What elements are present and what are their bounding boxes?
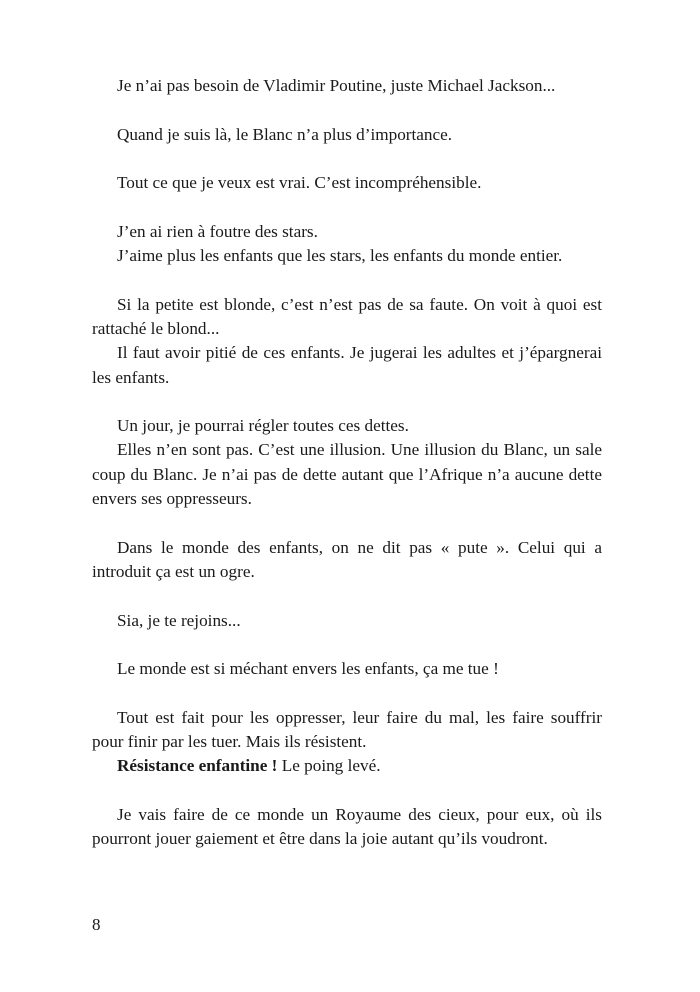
paragraph: Si la petite est blonde, c’est n’est pas de sa faute. On voit à quoi est rattaché le blond... xyxy=(92,294,602,338)
paragraph: Tout ce que je veux est vrai. C’est incompréhensible. xyxy=(117,173,482,193)
paragraph: J’en ai rien à foutre des stars. xyxy=(117,221,318,241)
resistance-rest-text: Le poing levé. xyxy=(277,756,381,776)
paragraph: Elles n’en sont pas. C’est une illusion. Une illusion du Blanc, un sale coup du Blanc. Je n’ai pas de dette autant que l’Afrique n’a aucune dette envers ses oppresseurs. xyxy=(92,440,602,509)
paragraph: Je n’ai pas besoin de Vladimir Poutine, juste Michael Jackson... xyxy=(117,76,556,95)
paragraph: Il faut avoir pitié de ces enfants. Je jugerai les adultes et j’épargnerai les enfants. xyxy=(92,343,602,387)
paragraph: Dans le monde des enfants, on ne dit pas « pute ». Celui qui a introduit ça est un ogre. xyxy=(92,537,602,581)
paragraph: Quand je suis là, le Blanc n’a plus d’importance. xyxy=(117,124,453,144)
page-body xyxy=(92,74,602,852)
paragraph: J’aime plus les enfants que les stars, les enfants du monde entier. xyxy=(117,246,563,266)
closing-paragraph: Je vais faire de ce monde un Royaume des cieux, pour eux, où ils pourront jouer gaiement et être dans la joie autant qu’ils voudront. xyxy=(92,804,602,849)
paragraph: Tout est fait pour les oppresser, leur faire du mal, les faire souffrir pour finir par les tuer. Mais ils résistent. xyxy=(92,707,602,752)
resistance-bold-text: Résistance enfantine ! xyxy=(117,756,278,776)
paragraph: Le monde est si méchant envers les enfants, ça me tue ! xyxy=(117,659,499,679)
resistance-paragraph xyxy=(92,754,602,778)
page-number: 8 xyxy=(92,915,101,934)
paragraph: Sia, je te rejoins... xyxy=(117,610,241,630)
paragraph: Un jour, je pourrai régler toutes ces dettes. xyxy=(117,416,409,436)
